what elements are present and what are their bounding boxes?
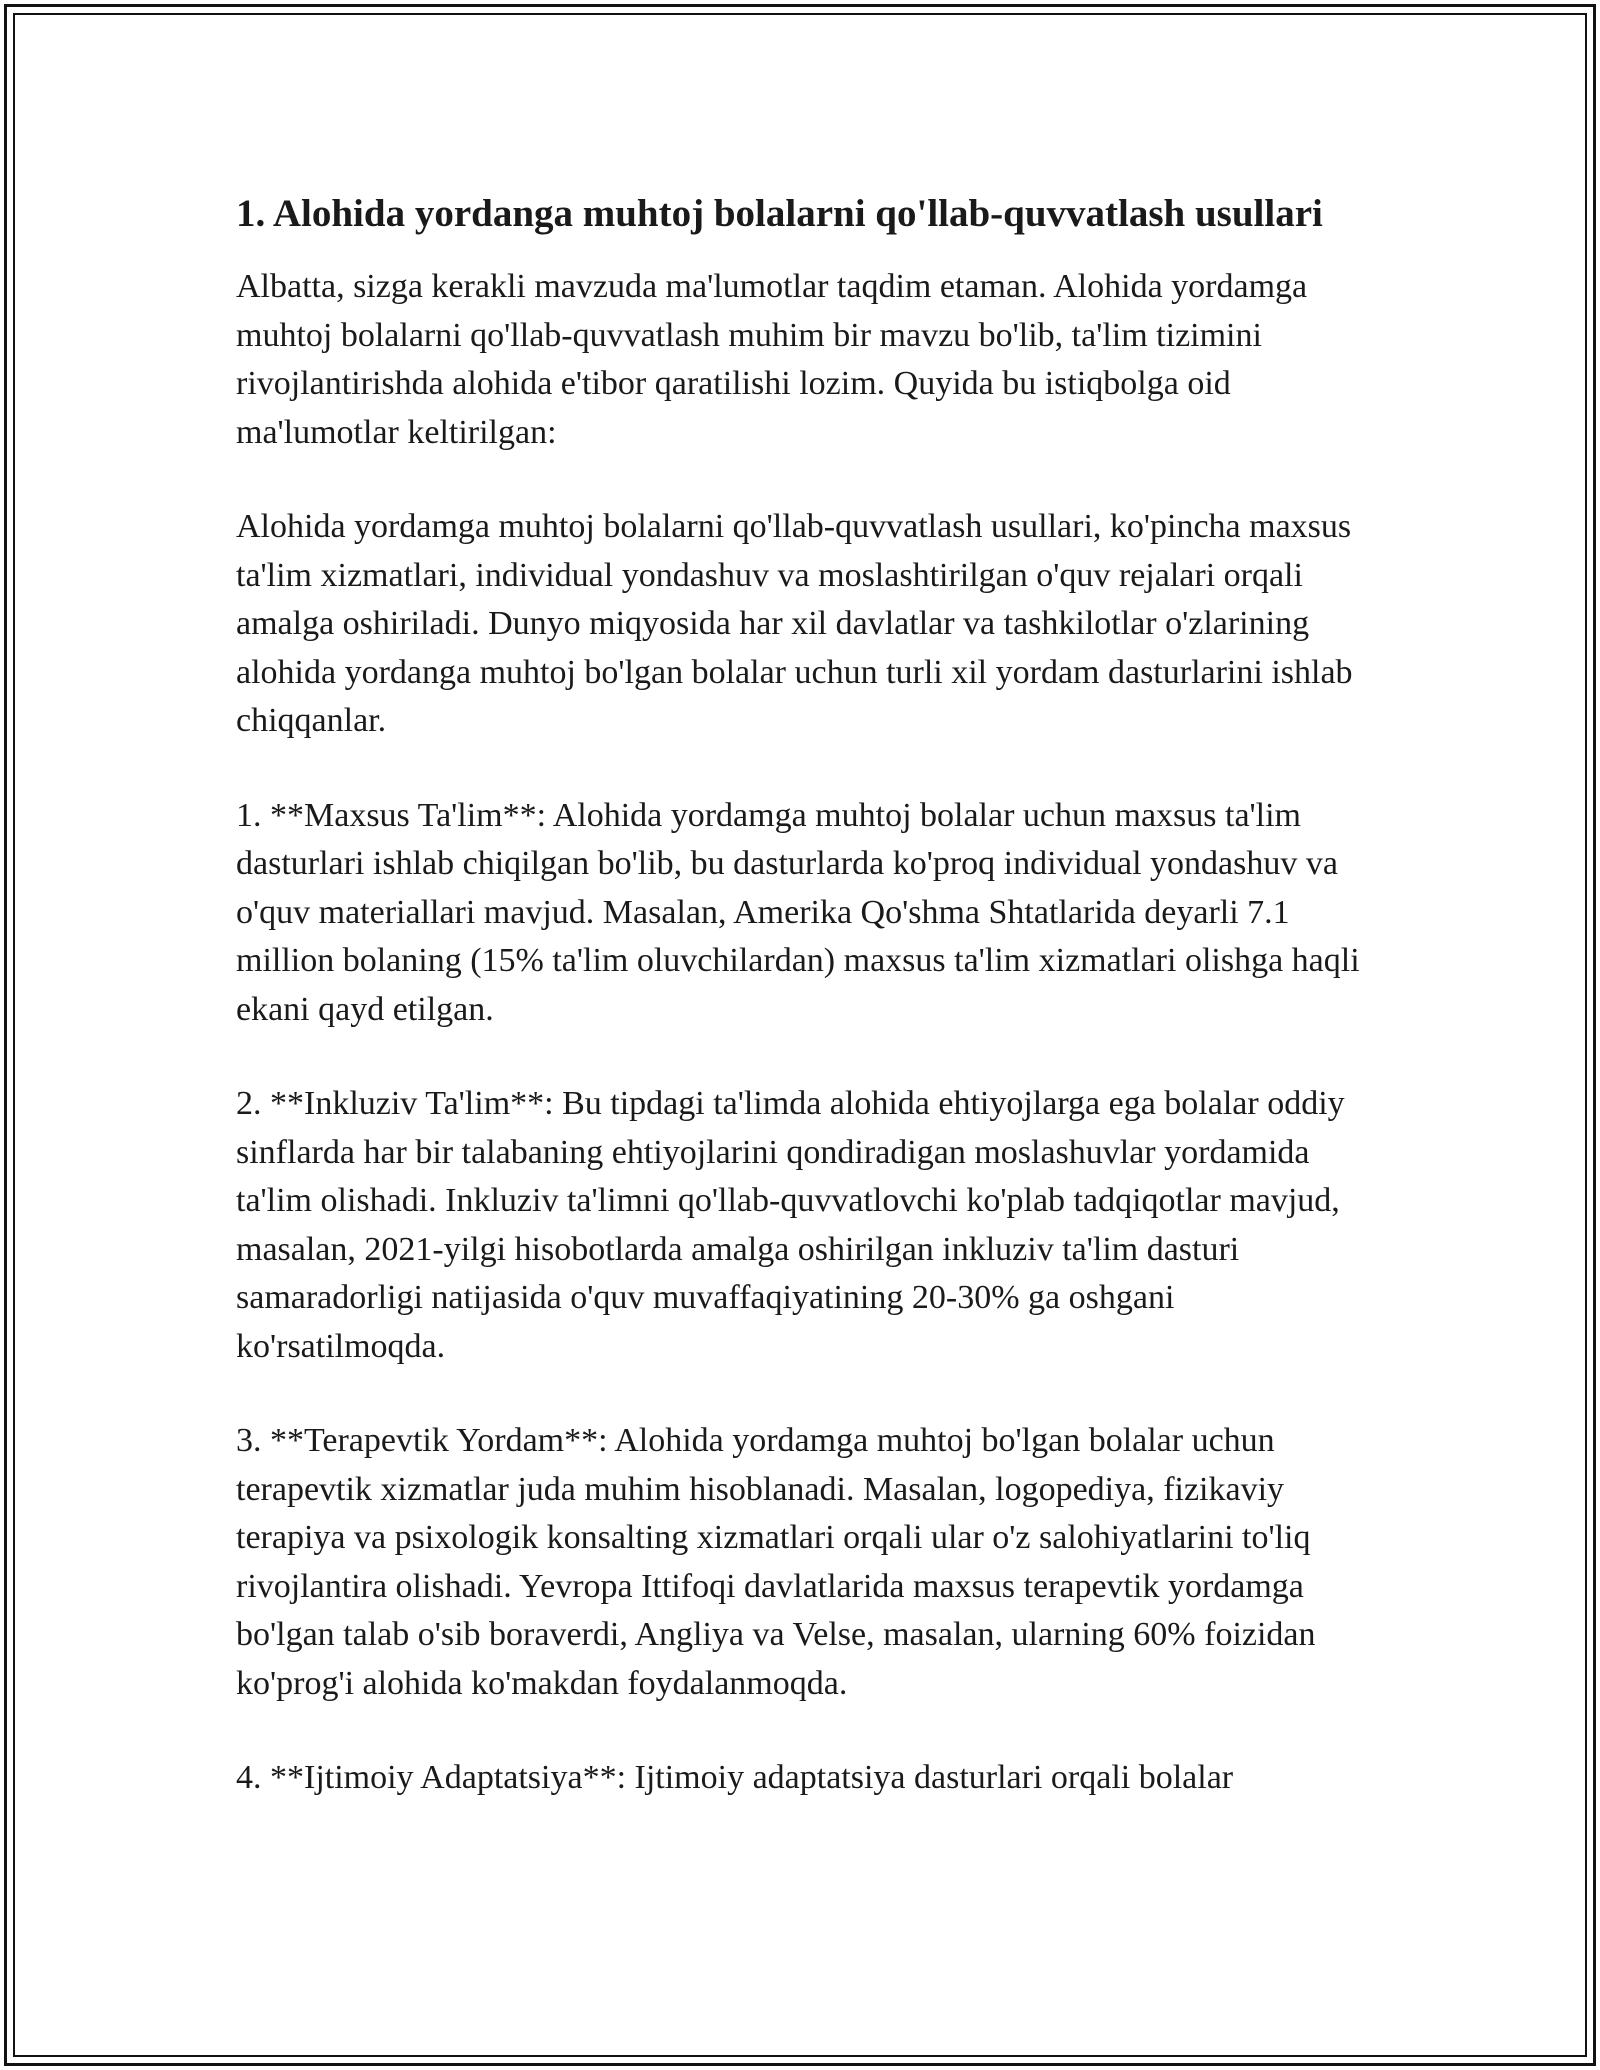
paragraph-overview: Alohida yordamga muhtoj bolalarni qo'llab-quvvatlash usullari, ko'pincha maxsus ta'lim xizmatlari, individual yondashuv va moslashtirilgan o'quv rejalari orqali amalga oshiriladi. Dunyo miqyosida har xil davlatlar va tashkilotlar o'zlarining alohida yordanga muhtoj bo'lgan bolalar uchun turli xil yordam dasturlarini ishlab chiqqanlar. xyxy=(236,508,1353,739)
paragraph-social-adaptation: 4. **Ijtimoiy Adaptatsiya**: Ijtimoiy adaptatsiya dasturlari orqali bolalar xyxy=(236,1759,1234,1796)
document-title: 1. Alohida yordanga muhtoj bolalarni qo'llab-quvvatlash usullari xyxy=(236,192,1323,235)
paragraph-therapeutic-support: 3. **Terapevtik Yordam**: Alohida yordamga muhtoj bo'lgan bolalar uchun terapevtik xizmatlar juda muhim hisoblanadi. Masalan, logopediya, fizikaviy terapiya va psixologik konsalting xizmatlari orqali ular o'z salohiyatlarini to'liq rivojlantira olishadi. Yevropa Ittifoqi davlatlarida maxsus terapevtik yordamga bo'lgan talab o'sib boraverdi, Angliya va Velse, masalan, ularning 60% foizidan ko'prog'i alohida ko'makdan foydalanmoqda. xyxy=(236,1422,1316,1702)
document-body xyxy=(236,186,1366,1849)
paragraph-special-education: 1. **Maxsus Ta'lim**: Alohida yordamga muhtoj bolalar uchun maxsus ta'lim dasturlari ishlab chiqilgan bo'lib, bu dasturlarda ko'proq individual yondashuv va o'quv materiallari mavjud. Masalan, Amerika Qo'shma Shtatlarida deyarli 7.1 million bolaning (15% ta'lim oluvchilardan) maxsus ta'lim xizmatlari olishga haqli ekani qayd etilgan. xyxy=(236,796,1360,1028)
paragraph-intro: Albatta, sizga kerakli mavzuda ma'lumotlar taqdim etaman. Alohida yordamga muhtoj bolalarni qo'llab-quvvatlash muhim bir mavzu bo'lib, ta'lim tizimini rivojlantirishda alohida e'tibor qaratilishi lozim. Quyida bu istiqbolga oid ma'lumotlar keltirilgan: xyxy=(236,268,1308,451)
paragraph-inclusive-education: 2. **Inkluziv Ta'lim**: Bu tipdagi ta'limda alohida ehtiyojlarga ega bolalar oddiy sinflarda har bir talabaning ehtiyojlarini qondiradigan moslashuvlar yordamida ta'lim olishadi. Inkluziv ta'limni qo'llab-quvvatlovchi ko'plab tadqiqotlar mavjud, masalan, 2021-yilgi hisobotlarda amalga oshirilgan inkluziv ta'lim dasturi samaradorligi natijasida o'quv muvaffaqiyatining 20-30% ga oshgani ko'rsatilmoqda. xyxy=(236,1085,1345,1365)
